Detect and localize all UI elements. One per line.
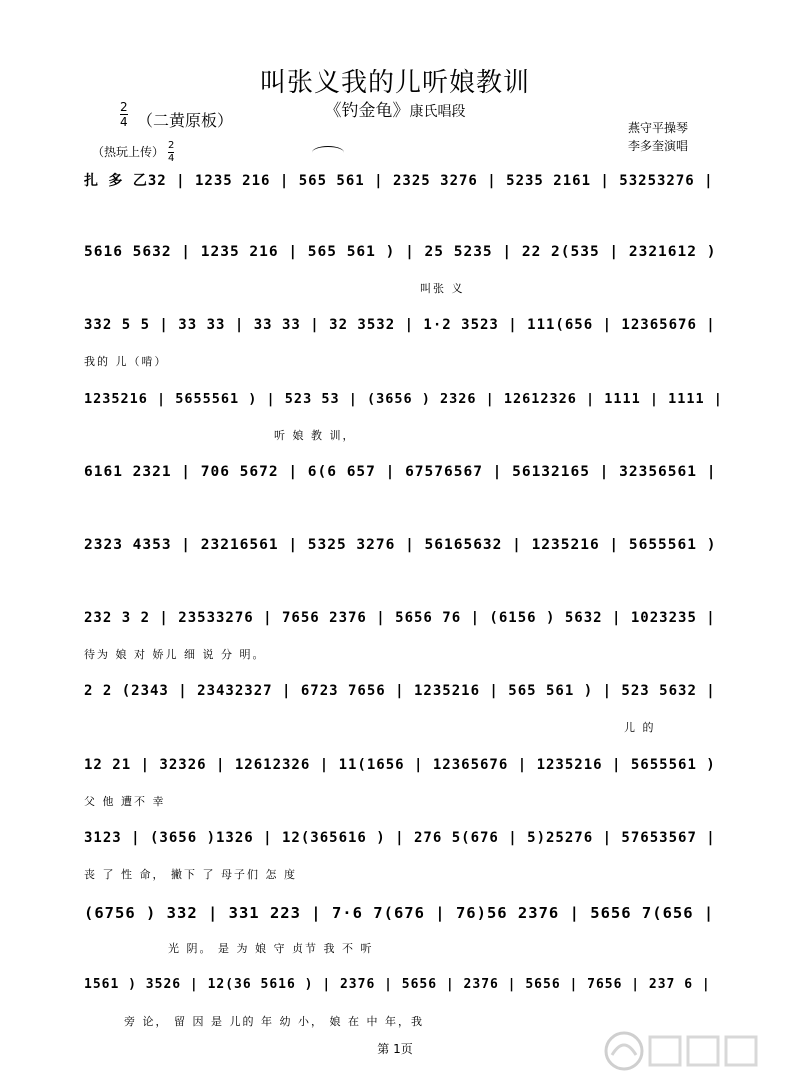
score-row — [84, 170, 728, 230]
notation-line: 3123 | (3656 )1326 | 12(365616 ) | 276 5(676 | 5)25276 | 57653567 | — [84, 830, 716, 846]
notation-line: 5616 5632 | 1235 216 | 565 561 ) | 25 5235 | 22 2(535 | 2321612 ) — [84, 244, 717, 260]
tie-arc — [312, 146, 344, 159]
notation-line: 232 3 2 | 23533276 | 7656 2376 | 5656 76 | (6156 ) 5632 | 1023235 | — [84, 610, 716, 626]
lyric-line: 旁 论， 留 因 是 儿的 年 幼 小， 娘 在 中 年，我 — [124, 1015, 424, 1028]
tempo-marking: （二黄原板） — [137, 111, 234, 130]
notation-line: 2 2 (2343 | 23432327 | 6723 7656 | 1235216 | 565 561 ) | 523 5632 | — [84, 683, 716, 699]
song-subtitle — [0, 96, 790, 121]
score-row — [84, 830, 728, 890]
notation-line: 1235216 | 5655561 ) | 523 53 | (3656 ) 2326 | 12612326 | 1111 | 1111 | — [84, 391, 723, 407]
lyric-line: 叫张 义 — [420, 282, 465, 295]
notation-line: 1561 ) 3526 | 12(36 5616 ) | 2376 | 5656 | 2376 | 5656 | 7656 | 237 6 | — [84, 977, 711, 992]
score-row — [84, 464, 728, 524]
lyric-line: 听 娘 教 训， — [274, 429, 356, 442]
site-watermark-icon — [602, 1027, 772, 1075]
intro-meter-numerator: 2 — [168, 140, 175, 151]
notation-line: 12 21 | 32326 | 12612326 | 11(1656 | 12365676 | 1235216 | 5655561 ) — [84, 757, 716, 773]
score-row — [84, 683, 728, 743]
meter-denominator: 4 — [120, 115, 128, 129]
score-row — [84, 757, 728, 817]
aria-label: 康氏唱段 — [409, 104, 466, 120]
lyric-line: 光 阴。 是 为 娘 守 贞节 我 不 听 — [168, 942, 374, 955]
lyric-line: 儿 的 — [624, 721, 656, 734]
lyric-line: 待为 娘 对 娇儿 细 说 分 明。 — [84, 648, 266, 661]
score-row — [84, 244, 728, 304]
opera-name: 《钓金龟》 — [324, 101, 410, 121]
song-title: 叫张义我的儿听娘教训 — [259, 68, 530, 98]
page-number: 第 1页 — [377, 1042, 413, 1056]
meter-numerator: 2 — [120, 100, 128, 114]
notation-line: (6756 ) 332 | 331 223 | 7·6 7(676 | 76)56 2376 | 5656 7(656 | — [84, 904, 715, 922]
notation-line: 332 5 5 | 33 33 | 33 33 | 32 3532 | 1·2 3523 | 111(656 | 12365676 | — [84, 317, 716, 333]
score-row — [84, 317, 728, 377]
time-signature — [120, 100, 128, 129]
score-row — [84, 391, 728, 451]
intro-meter-denominator: 4 — [168, 153, 175, 164]
lyric-line: 丧 了 性 命， 撇下 了 母子们 怎 度 — [84, 868, 297, 881]
lyric-line: 我的 儿（啃） — [84, 355, 168, 368]
notation-line: 扎 多 乙32 | 1235 216 | 565 561 | 2325 3276 | 5235 2161 | 53253276 | — [84, 173, 714, 189]
notation-line: 2323 4353 | 23216561 | 5325 3276 | 56165632 | 1235216 | 5655561 ) — [84, 537, 717, 553]
score-row — [84, 904, 728, 964]
credit-singer: 李多奎演唱 — [628, 139, 689, 153]
score-row — [84, 537, 728, 597]
credit-accompanist: 燕守平操琴 — [628, 121, 689, 135]
uploader-note: （热玩上传） — [92, 145, 165, 159]
intro-time-signature — [168, 140, 174, 165]
lyric-line: 父 他 遭不 幸 — [84, 795, 166, 808]
score-row — [84, 610, 728, 670]
notation-line: 6161 2321 | 706 5672 | 6(6 657 | 67576567 | 56132165 | 32356561 | — [84, 464, 717, 480]
